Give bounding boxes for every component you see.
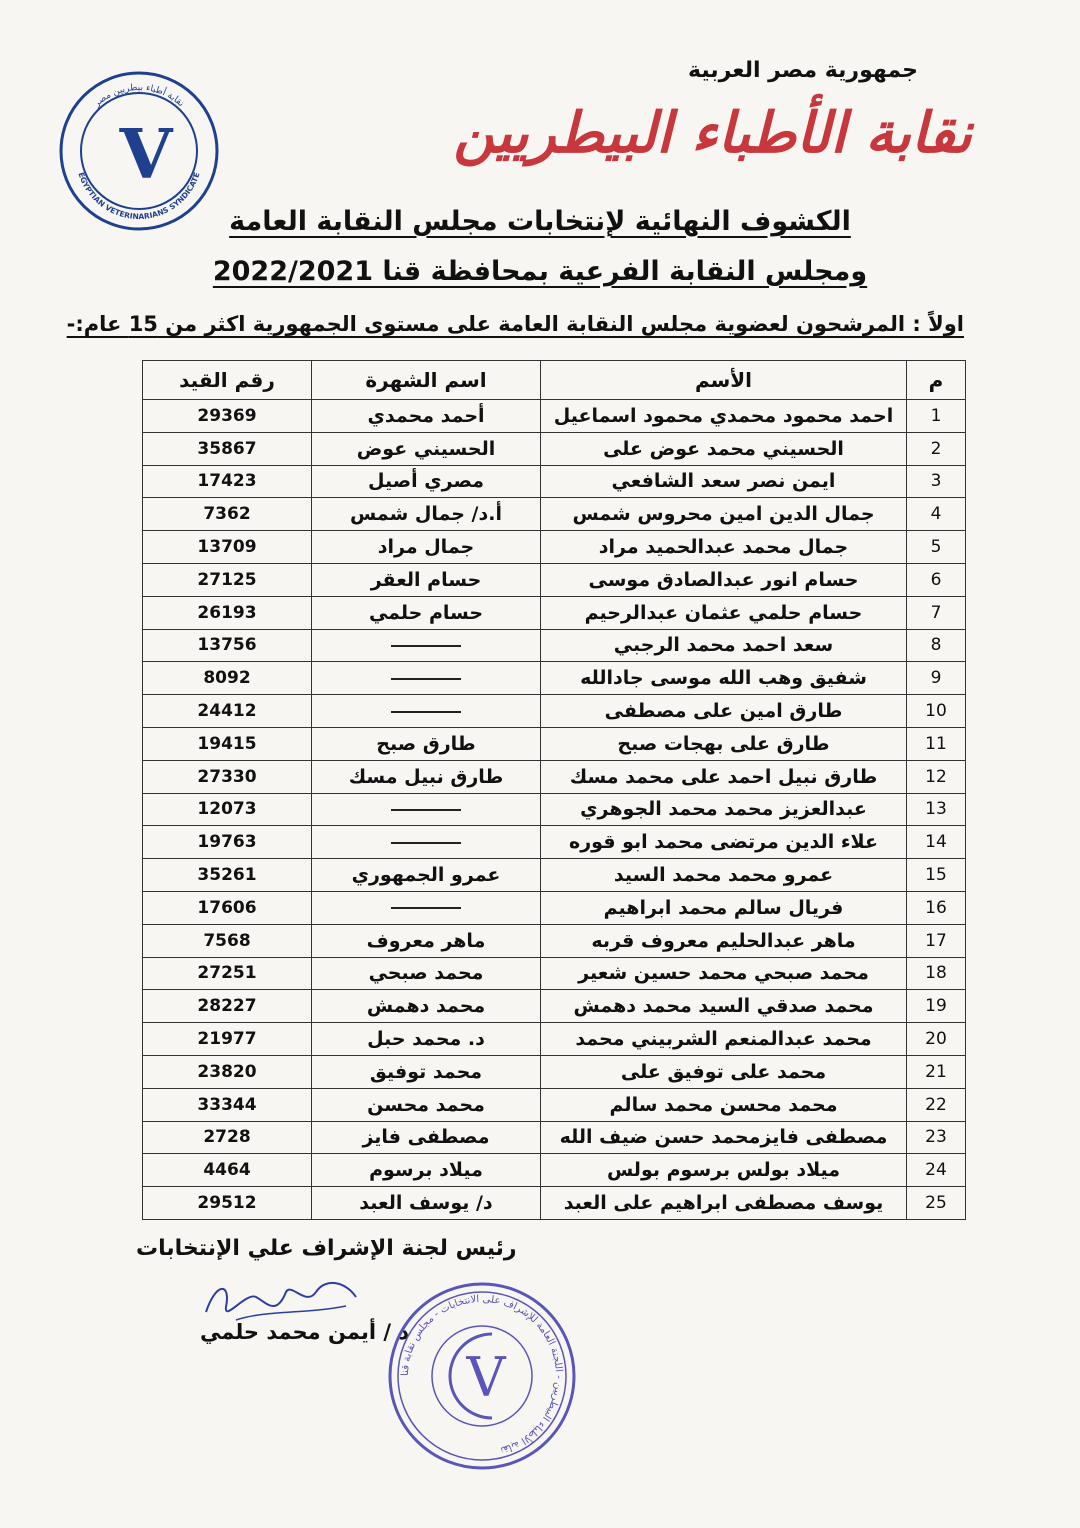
cell-num: 23 [907, 1121, 966, 1154]
cell-num: 15 [907, 859, 966, 892]
cell-nickname: أحمد محمدي [312, 400, 541, 433]
cell-reg: 13756 [143, 629, 312, 662]
cell-nickname [312, 793, 541, 826]
header-reg: رقم القيد [143, 361, 312, 400]
section-heading: اولاً : المرشحون لعضوية مجلس النقابة العامة على مستوى الجمهورية اكثر من 15 عام:- [66, 312, 964, 336]
cell-nickname [312, 629, 541, 662]
cell-num: 1 [907, 400, 966, 433]
country-name: جمهورية مصر العربية [688, 58, 918, 83]
logo-text-en: EGYPTIAN VETERINARIANS SYNDICATE [76, 171, 202, 222]
signatory-title: رئيس لجنة الإشراف علي الإنتخابات [136, 1236, 517, 1261]
cell-num: 20 [907, 1023, 966, 1056]
cell-reg: 28227 [143, 990, 312, 1023]
table-header-row [143, 361, 966, 400]
cell-nickname: د/ يوسف العبد [312, 1187, 541, 1220]
cell-reg: 21977 [143, 1023, 312, 1056]
candidates-table [142, 360, 966, 1220]
cell-num: 22 [907, 1088, 966, 1121]
cell-name: فريال سالم محمد ابراهيم [541, 891, 907, 924]
cell-num: 25 [907, 1187, 966, 1220]
cell-num: 21 [907, 1055, 966, 1088]
table-row [143, 465, 966, 498]
cell-name: طارق نبيل احمد على محمد مسك [541, 760, 907, 793]
cell-name: محمد صدقي السيد محمد دهمش [541, 990, 907, 1023]
empty-dash [391, 711, 461, 713]
table-row [143, 1121, 966, 1154]
cell-name: علاء الدين مرتضى محمد ابو قوره [541, 826, 907, 859]
cell-nickname: حسام حلمي [312, 596, 541, 629]
cell-num: 11 [907, 727, 966, 760]
cell-nickname: محمد توفيق [312, 1055, 541, 1088]
table-row [143, 891, 966, 924]
cell-num: 4 [907, 498, 966, 531]
cell-reg: 7568 [143, 924, 312, 957]
cell-reg: 12073 [143, 793, 312, 826]
table-row [143, 695, 966, 728]
table-row [143, 924, 966, 957]
cell-num: 13 [907, 793, 966, 826]
logo-text-ar: نقابة أطباء بيطريين مصر [92, 82, 186, 109]
cell-nickname: أ.د/ جمال شمس [312, 498, 541, 531]
table-row [143, 629, 966, 662]
header-num: م [907, 361, 966, 400]
cell-name: جمال محمد عبدالحميد مراد [541, 531, 907, 564]
cell-name: شفيق وهب الله موسى جادالله [541, 662, 907, 695]
cell-name: يوسف مصطفى ابراهيم على العبد [541, 1187, 907, 1220]
cell-reg: 26193 [143, 596, 312, 629]
cell-name: الحسيني محمد عوض على [541, 432, 907, 465]
cell-reg: 35261 [143, 859, 312, 892]
cell-num: 5 [907, 531, 966, 564]
cell-nickname: ميلاد برسوم [312, 1154, 541, 1187]
cell-nickname [312, 662, 541, 695]
table-row [143, 662, 966, 695]
table-row [143, 826, 966, 859]
cell-nickname: د. محمد حبل [312, 1023, 541, 1056]
cell-name: عمرو محمد محمد السيد [541, 859, 907, 892]
table-row [143, 727, 966, 760]
cell-num: 24 [907, 1154, 966, 1187]
cell-name: عبدالعزيز محمد محمد الجوهري [541, 793, 907, 826]
cell-num: 19 [907, 990, 966, 1023]
cell-reg: 33344 [143, 1088, 312, 1121]
cell-name: حسام حلمي عثمان عبدالرحيم [541, 596, 907, 629]
cell-name: محمد عبدالمنعم الشربيني محمد [541, 1023, 907, 1056]
table-row [143, 432, 966, 465]
cell-name: سعد احمد محمد الرجبي [541, 629, 907, 662]
empty-dash [391, 678, 461, 680]
header-name: الأسم [541, 361, 907, 400]
cell-name: حسام انور عبدالصادق موسى [541, 563, 907, 596]
logo-letter: V [119, 115, 173, 195]
cell-num: 16 [907, 891, 966, 924]
cell-reg: 19415 [143, 727, 312, 760]
table-row [143, 859, 966, 892]
header-nickname: اسم الشهرة [312, 361, 541, 400]
table-row [143, 957, 966, 990]
cell-num: 12 [907, 760, 966, 793]
cell-nickname: جمال مراد [312, 531, 541, 564]
cell-name: جمال الدين امين محروس شمس [541, 498, 907, 531]
cell-nickname: محمد دهمش [312, 990, 541, 1023]
cell-reg: 17423 [143, 465, 312, 498]
organization-name: نقابة الأطباء البيطريين [453, 100, 972, 166]
cell-nickname: مصري أصيل [312, 465, 541, 498]
cell-nickname: طارق صبح [312, 727, 541, 760]
stamp-text: نقابة الأطباء البيطريين - اللجنة العامة للإشراف على الانتخابات - مجلس نقابة قنا [399, 1293, 565, 1456]
table-row [143, 1187, 966, 1220]
table-row [143, 531, 966, 564]
cell-num: 9 [907, 662, 966, 695]
cell-num: 8 [907, 629, 966, 662]
cell-reg: 2728 [143, 1121, 312, 1154]
table-row [143, 498, 966, 531]
cell-nickname [312, 891, 541, 924]
document-title-line2: ومجلس النقابة الفرعية بمحافظة قنا 2022/2021 [212, 256, 868, 287]
cell-reg: 4464 [143, 1154, 312, 1187]
table-row [143, 1055, 966, 1088]
table-row [143, 596, 966, 629]
cell-reg: 19763 [143, 826, 312, 859]
cell-reg: 23820 [143, 1055, 312, 1088]
cell-reg: 7362 [143, 498, 312, 531]
cell-num: 3 [907, 465, 966, 498]
table-row [143, 400, 966, 433]
cell-name: طارق على بهجات صبح [541, 727, 907, 760]
cell-nickname: حسام العقر [312, 563, 541, 596]
cell-name: ميلاد بولس برسوم بولس [541, 1154, 907, 1187]
empty-dash [391, 809, 461, 811]
cell-reg: 29512 [143, 1187, 312, 1220]
cell-num: 14 [907, 826, 966, 859]
signatory-name: د / أيمن محمد حلمي [200, 1320, 410, 1344]
cell-nickname: الحسيني عوض [312, 432, 541, 465]
cell-reg: 24412 [143, 695, 312, 728]
cell-nickname: محمد صبحي [312, 957, 541, 990]
table-row [143, 563, 966, 596]
cell-name: طارق امين على مصطفى [541, 695, 907, 728]
cell-num: 17 [907, 924, 966, 957]
table-row [143, 793, 966, 826]
cell-num: 10 [907, 695, 966, 728]
table-row [143, 1023, 966, 1056]
cell-nickname: طارق نبيل مسك [312, 760, 541, 793]
cell-reg: 27251 [143, 957, 312, 990]
cell-name: احمد محمود محمدي محمود اسماعيل [541, 400, 907, 433]
official-stamp-icon [384, 1278, 580, 1474]
cell-num: 7 [907, 596, 966, 629]
table-row [143, 990, 966, 1023]
cell-num: 2 [907, 432, 966, 465]
cell-reg: 29369 [143, 400, 312, 433]
stamp-letter: V [466, 1346, 506, 1409]
cell-reg: 13709 [143, 531, 312, 564]
document-title-line1: الكشوف النهائية لإنتخابات مجلس النقابة العامة [229, 206, 851, 237]
table-row [143, 1154, 966, 1187]
cell-name: محمد صبحي محمد حسين شعير [541, 957, 907, 990]
cell-nickname: عمرو الجمهوري [312, 859, 541, 892]
cell-reg: 8092 [143, 662, 312, 695]
cell-nickname: محمد محسن [312, 1088, 541, 1121]
cell-num: 6 [907, 563, 966, 596]
cell-name: محمد على توفيق على [541, 1055, 907, 1088]
table-row [143, 760, 966, 793]
cell-nickname: ماهر معروف [312, 924, 541, 957]
cell-name: مصطفى فايزمحمد حسن ضيف الله [541, 1121, 907, 1154]
empty-dash [391, 842, 461, 844]
cell-nickname [312, 695, 541, 728]
cell-nickname [312, 826, 541, 859]
cell-num: 18 [907, 957, 966, 990]
cell-name: ايمن نصر سعد الشافعي [541, 465, 907, 498]
cell-reg: 35867 [143, 432, 312, 465]
svg-text:نقابة أطباء بيطريين مصر [92, 83, 186, 110]
cell-reg: 27330 [143, 760, 312, 793]
empty-dash [391, 907, 461, 909]
cell-reg: 27125 [143, 563, 312, 596]
table-row [143, 1088, 966, 1121]
cell-reg: 17606 [143, 891, 312, 924]
cell-nickname: مصطفى فايز [312, 1121, 541, 1154]
cell-name: ماهر عبدالحليم معروف قربه [541, 924, 907, 957]
empty-dash [391, 645, 461, 647]
cell-name: محمد محسن محمد سالم [541, 1088, 907, 1121]
